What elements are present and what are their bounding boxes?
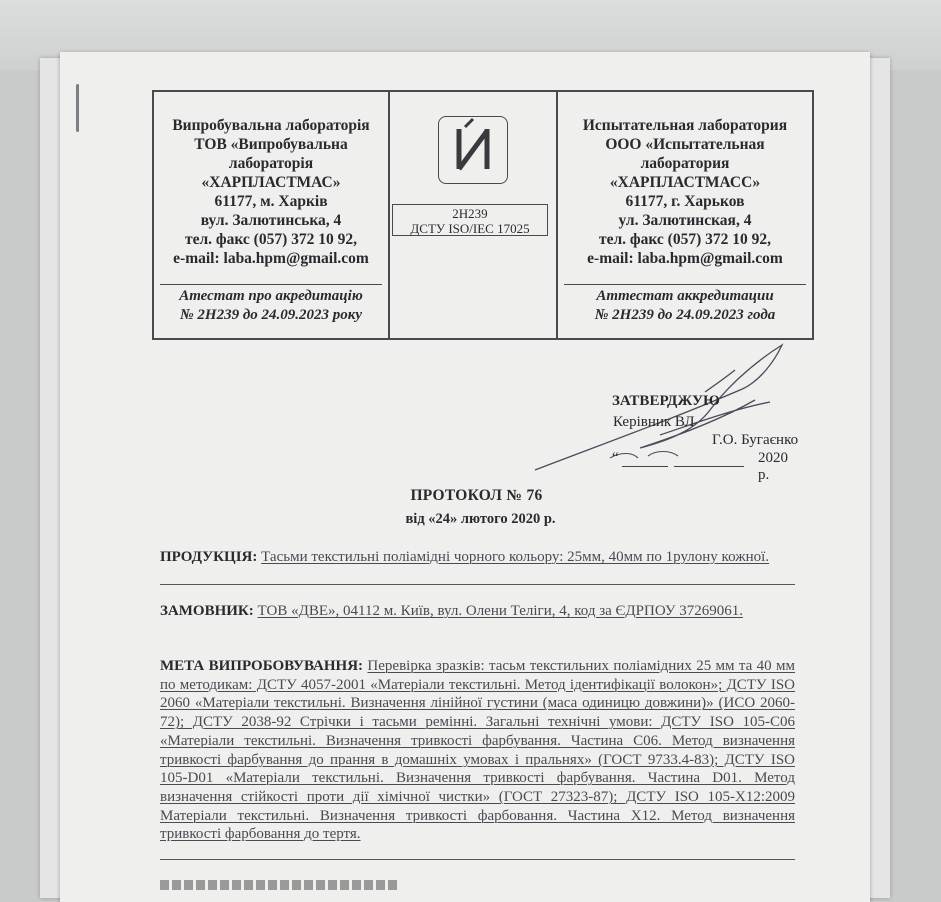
lab-name-line: лаборатория (640, 155, 730, 172)
customer-value: ТОВ «ДВЕ», 04112 м. Київ, вул. Олени Теліги, 4, код за ЄДРПОУ 37269061. (257, 603, 743, 619)
product-section (160, 548, 795, 567)
accreditation-box (392, 204, 548, 236)
lab-city: 61177, м. Харків (214, 193, 328, 210)
protocol-date (0, 511, 941, 528)
lab-address-ua (154, 92, 388, 268)
protocol-title (0, 487, 941, 505)
lab-name-line: «ХАРПЛАСТМАС» (201, 174, 341, 191)
purpose-label: МЕТА ВИПРОБОВУВАННЯ: (160, 658, 364, 674)
lab-monogram-icon (438, 116, 508, 184)
lab-address-ru (558, 92, 812, 268)
lab-name-line: «ХАРПЛАСТМАСС» (609, 174, 761, 191)
lab-name-line: Испытательная лаборатория (582, 117, 788, 134)
lab-street: вул. Залютинська, 4 (200, 212, 342, 229)
lab-name-line: ТОВ «Випробувальна (194, 136, 348, 153)
attestat-title: Аттестат аккредитации (596, 288, 774, 304)
date-day-field (622, 450, 668, 467)
lab-name-line: ООО «Испытательная (605, 136, 765, 153)
letterhead-left-ua (154, 92, 390, 338)
attestat-number: № 2Н239 до 24.09.2023 року (179, 307, 363, 323)
letterhead-middle (390, 92, 558, 338)
cut-off-text (160, 880, 400, 890)
date-year: 2020 р. (758, 450, 788, 483)
customer-section (160, 602, 795, 621)
lab-email: e-mail: laba.hpm@gmail.com (587, 250, 783, 267)
date-month-field (674, 450, 744, 467)
lab-email: e-mail: laba.hpm@gmail.com (173, 250, 369, 267)
letterhead-right-ru (558, 92, 812, 338)
accreditation-number: 2Н239 (452, 206, 488, 221)
attestat-ru (558, 287, 812, 325)
protocol-title-text: ПРОТОКОЛ № 76 (410, 487, 543, 504)
lab-city: 61177, г. Харьков (625, 193, 745, 210)
customer-label: ЗАМОВНИК: (160, 603, 254, 619)
purpose-value: Перевірка зразків: тасьм текстильних поліамідних 25 мм та 40 мм по методикам: ДСТУ 4057-2001 «Матеріали текстильні. Метод ідентифікації волокон»; ДСТУ ISO 2060 «Матеріали текстильні. Визначення лінійної густини (маса одиницю довжини)» (ИСО 2060-72); ДСТУ 2038-92 Стрічки і тасьми ремінні. Загальні технічні умови: ДСТУ ISO 105-С06 «Матеріали текстильні. Визначення тривкості фарбування. Частина С06. Метод визначення тривкості фарбування до прання в домашніх умовах і пральнях» (ГОСТ 9733.4-83); ДСТУ ISO 105-D01 «Матеріали текстильні. Визначення тривкості фарбування. Частина D01. Метод визначення стійкості проти дії хімічної чистки» (ГОСТ 27323-87); ДСТУ ISO 105-X12:2009 Матеріали текстильні. Визначення тривкості фарбовання. Частина Х12. Метод визначення тривкості фарбовання до тертя. (160, 658, 796, 843)
attestat-ua (154, 287, 388, 325)
attestat-title: Атестат про акредитацію (179, 288, 363, 304)
product-label: ПРОДУКЦІЯ: (160, 549, 258, 565)
lab-name-line: лабораторія (228, 155, 314, 172)
underline (160, 859, 795, 860)
lab-phone: тел. факс (057) 372 10 92, (184, 231, 358, 248)
protocol-date-text: від «24» лютого 2020 р. (405, 511, 556, 527)
lab-name-line: Випробувальна лабораторія (172, 117, 370, 134)
attestat-number: № 2Н239 до 24.09.2023 года (594, 307, 776, 323)
approver-name: Г.О. Бугаєнко (712, 432, 799, 448)
divider (160, 284, 382, 285)
product-value: Тасьми текстильні поліамідні чорного кольору: 25мм, 40мм по 1рулону кожної. (261, 549, 770, 565)
date-quote: “ (612, 450, 619, 466)
underline (160, 584, 795, 585)
letterhead-table (152, 90, 814, 340)
staple-icon (76, 84, 79, 132)
purpose-section (160, 657, 795, 844)
lab-phone: тел. факс (057) 372 10 92, (598, 231, 772, 248)
accreditation-standard: ДСТУ ISO/IEC 17025 (410, 221, 530, 236)
lab-street: ул. Залютинская, 4 (618, 212, 752, 229)
divider (564, 284, 806, 285)
approver-role: Керівник ВЛ (613, 414, 695, 430)
approval-label: ЗАТВЕРДЖУЮ (612, 393, 720, 409)
